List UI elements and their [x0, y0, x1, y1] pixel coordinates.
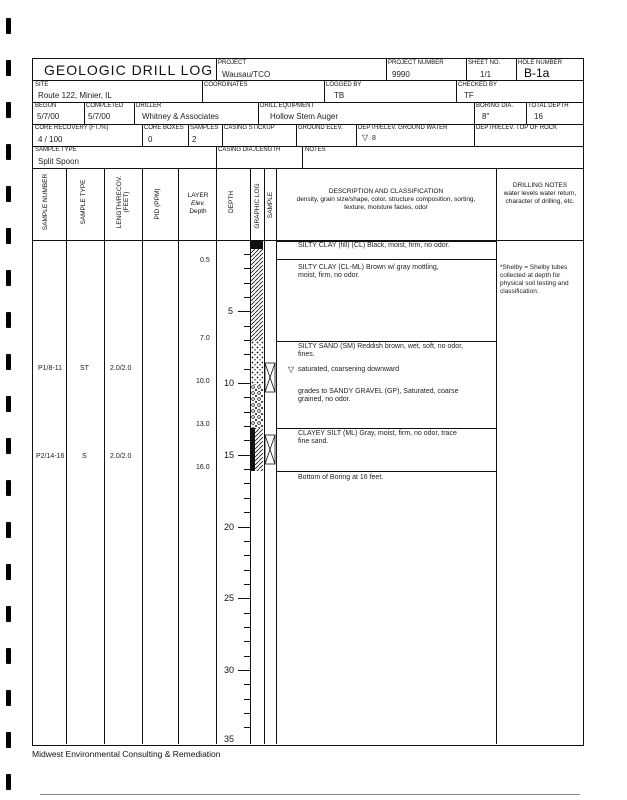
col-description-title: DESCRIPTION AND CLASSIFICATION: [328, 188, 444, 195]
notes-label: NOTES: [305, 147, 326, 153]
begun-value: 5/7/00: [37, 112, 60, 121]
col-sample-type: SAMPLE TYPE: [80, 179, 87, 225]
depth-label-25: 25: [224, 593, 235, 603]
total-depth-value: 16: [534, 112, 543, 121]
equipment-label: DRILL EQUIPMENT: [260, 103, 315, 109]
project-number-label: PROJECT NUMBER: [388, 60, 444, 66]
ground-elev-label: GROUND ELEV.: [298, 125, 343, 131]
checked-by-label: CHECKED BY: [458, 82, 498, 88]
col-drilling-notes-sub: water levels water return, character of drilling, etc.: [503, 190, 577, 205]
project-label: PROJECT: [218, 60, 247, 66]
coordinates-label: COORDINATES: [204, 82, 248, 88]
site-label: SITE: [35, 82, 49, 88]
checked-by-value: TF: [464, 91, 474, 100]
boring-dia-label: BORING DIA.: [476, 103, 514, 109]
layer-depth-1: 0.5: [200, 257, 210, 264]
graphic-log: [251, 241, 277, 472]
casing-dia-label: CASING DIA./LENGTH: [218, 147, 281, 153]
drilling-note: *Shelby = Shelby tubes collected at depth for physical soil testing and classification.: [500, 264, 569, 295]
sample-2-length: 2.0/2.0: [110, 453, 132, 460]
depth-label-5: 5: [228, 306, 234, 316]
project-value: Wausau/TCO: [222, 70, 271, 79]
sheet-value: 1/1: [480, 70, 492, 79]
description-3: SILTY SAND (SM) Reddish brown, wet, soft, no odor, fines.: [298, 343, 464, 358]
col-description: [296, 188, 476, 212]
sample-1-length: 2.0/2.0: [110, 365, 132, 372]
boring-dia-value: 8": [482, 112, 490, 121]
col-layer-line3: Depth: [189, 208, 207, 215]
logged-by-value: TB: [334, 91, 345, 100]
core-boxes-value: 0: [148, 135, 153, 144]
col-layer-line1: LAYER: [187, 192, 209, 199]
driller-value: Whitney & Associates: [142, 112, 219, 121]
col-pid: PID (PPM): [154, 188, 161, 220]
log-title: GEOLOGIC DRILL LOG: [44, 62, 214, 78]
description-1: SILTY CLAY (fill) (CL) Black, moist, firm, no odor.: [298, 242, 450, 249]
description-6: CLAYEY SILT (ML) Gray, moist, firm, no odor, trace fine sand.: [298, 430, 457, 445]
depth-label-15: 15: [224, 450, 235, 460]
col-drilling-notes: [500, 182, 580, 206]
description-5: grades to SANDY GRAVEL (GP), Saturated, coarse grained, no odor.: [298, 388, 459, 403]
project-number-value: 9990: [392, 70, 410, 79]
col-depth: DEPTH: [228, 190, 235, 214]
sample-type-label: SAMPLE TYPE: [35, 147, 77, 153]
total-depth-label: TOTAL DEPTH: [528, 103, 569, 109]
col-length-recov: LENGTH/RECOV. (FEET): [116, 175, 130, 229]
description-4: saturated, coarsening downward: [298, 366, 400, 373]
sample-2-type: S: [82, 453, 87, 460]
water-table-icon: ▽: [288, 365, 295, 374]
samples-value: 2: [192, 135, 197, 144]
completed-value: 5/7/00: [88, 112, 111, 121]
sample-type-value: Split Spoon: [38, 157, 79, 166]
col-drilling-notes-title: DRILLING NOTES: [512, 182, 568, 189]
hole-label: HOLE NUMBER: [518, 60, 563, 66]
core-boxes-label: CORE BOXES: [144, 125, 184, 131]
layer-depth-3: 10.0: [196, 378, 210, 385]
sample-1-type: ST: [80, 365, 89, 372]
casing-stickup-label: CASING STICKUP: [224, 125, 275, 131]
samples-label: SAMPLES: [190, 125, 219, 131]
water-level-icon: ▽: [362, 133, 369, 142]
layer-depth-5: 16.0: [196, 464, 210, 471]
col-layer: [180, 192, 216, 216]
col-sample-number: SAMPLE NUMBER: [42, 173, 49, 231]
sample-1-number: P1/8-11: [38, 365, 62, 372]
hole-value: B-1a: [524, 66, 550, 80]
depth-label-20: 20: [224, 522, 235, 532]
logged-by-label: LOGGED BY: [326, 82, 362, 88]
depth-label-30: 30: [224, 665, 235, 675]
description-2: SILTY CLAY (CL-ML) Brown w/ gray mottling, moist, firm, no odor.: [298, 264, 439, 279]
col-sample: SAMPLE: [267, 191, 274, 219]
layer-depth-4: 13.0: [196, 421, 210, 428]
depth-water-value: 8: [372, 135, 376, 142]
equipment-value: Hollow Stem Auger: [270, 112, 339, 121]
depth-label-10: 10: [224, 378, 235, 388]
description-7: Bottom of Boring at 16 feet.: [298, 474, 384, 481]
begun-label: BEGUN: [35, 103, 57, 109]
completed-label: COMPLETED: [86, 103, 124, 109]
depth-label-35: 35: [224, 734, 235, 744]
col-layer-line2: Elev.: [191, 200, 205, 207]
depth-water-label: DEPTH/ELEV. GROUND WATER: [358, 125, 448, 131]
driller-label: DRILLER: [136, 103, 162, 109]
layer-depth-2: 7.0: [200, 335, 210, 342]
core-recovery-value: 4 / 100: [38, 135, 63, 144]
footer-company: Midwest Environmental Consulting & Remediation: [32, 749, 221, 759]
site-value: Route 122, Minier, IL: [38, 91, 112, 100]
col-description-sub: density, grain size/shape, color, structure composition, sorting, texture, moisture facies, odor: [296, 196, 476, 211]
sample-2-number: P2/14-16: [36, 453, 65, 460]
core-recovery-label: CORE RECOVERY (FT./%): [35, 125, 109, 131]
depth-rock-label: DEPTH/ELEV. TOP OF ROCK: [476, 125, 558, 131]
col-graphic-log: GRAPHIC LOG: [254, 183, 261, 229]
sheet-label: SHEET NO.: [468, 60, 501, 66]
